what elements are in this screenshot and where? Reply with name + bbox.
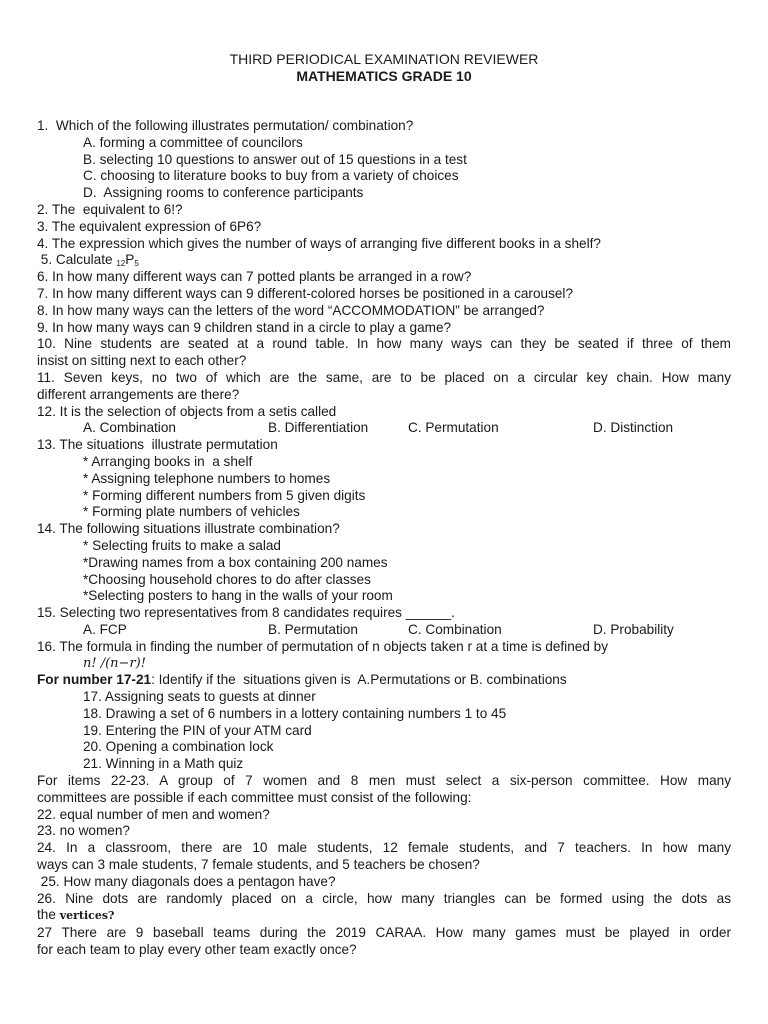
question-12-choices [37, 420, 731, 437]
question-1: 1. Which of the following illustrates permutation/ combination? [37, 118, 414, 133]
question-24-line-2: ways can 3 male students, 7 female students, and 5 teachers be chosen? [37, 857, 480, 873]
question-13-item: * Forming plate numbers of vehicles [83, 504, 300, 520]
question-13-item: * Forming different numbers from 5 given digits [83, 487, 366, 503]
question-list [37, 118, 731, 959]
question-15-choice-c: C. Combination [408, 621, 502, 637]
question-25: 25. How many diagonals does a pentagon have? [37, 873, 336, 889]
document-subtitle: MATHEMATICS GRADE 10 [296, 68, 472, 84]
question-2: 2. The equivalent to 6!? [37, 201, 183, 217]
question-10-line-1: 10. Nine students are seated at a round table. In how many ways can they be seated if three of them [37, 336, 731, 352]
section-17-21-text: : Identify if the situations given is A.Permutations or B. combinations [151, 672, 567, 688]
question-14-item: *Drawing names from a box containing 200 names [83, 554, 388, 570]
permutation-formula: n! /(n−r)! [83, 655, 146, 671]
question-15-choice-d: D. Probability [593, 621, 674, 637]
question-3: 3. The equivalent expression of 6P6? [37, 218, 262, 234]
question-14-item: * Selecting fruits to make a salad [83, 537, 281, 553]
question-17: 17. Assigning seats to guests at dinner [83, 689, 316, 705]
question-20: 20. Opening a combination lock [83, 739, 274, 755]
question-14: 14. The following situations illustrate combination? [37, 521, 340, 537]
question-1-option-c: C. choosing to literature books to buy from a variety of choices [83, 168, 459, 184]
question-27-line-2: for each team to play every other team exactly once? [37, 942, 357, 958]
question-19: 19. Entering the PIN of your ATM card [83, 722, 312, 738]
question-26-line-1: 26. Nine dots are randomly placed on a circle, how many triangles can be formed using the dots as [37, 890, 731, 906]
section-17-21-label: For number 17-21 [37, 672, 152, 688]
question-8: 8. In how many ways can the letters of the word “ACCOMMODATION” be arranged? [37, 302, 545, 318]
question-26-word: vertices? [59, 909, 115, 923]
question-13-item: * Arranging books in a shelf [83, 453, 253, 469]
section-22-23-line-2: committees are possible if each committee must consist of the following: [37, 789, 472, 805]
question-12-choice-d: D. Distinction [593, 420, 674, 436]
question-15-choice-b: B. Permutation [268, 621, 358, 637]
question-12-choice-b: B. Differentiation [268, 420, 369, 436]
question-1-option-b: B. selecting 10 questions to answer out of 15 questions in a test [83, 151, 467, 167]
question-22: 22. equal number of men and women? [37, 806, 270, 822]
section-17-21-instruction [37, 672, 731, 689]
question-9: 9. In how many ways can 9 children stand in a circle to play a game? [37, 319, 452, 335]
question-12: 12. It is the selection of objects from a setis called [37, 403, 337, 419]
question-24-line-1: 24. In a classroom, there are 10 male students, 12 female students, and 7 teachers. In how many [37, 840, 731, 856]
question-11-line-2: different arrangements are there? [37, 386, 240, 402]
question-16: 16. The formula in finding the number of permutation of n objects taken r at a time is defined by [37, 638, 609, 654]
question-11-line-1: 11. Seven keys, no two of which are the same, are to be placed on a circular key chain. How many [37, 369, 731, 385]
question-5-subscript-r: 5 [134, 259, 139, 269]
question-13-item: * Assigning telephone numbers to homes [83, 470, 331, 486]
document-title: THIRD PERIODICAL EXAMINATION REVIEWER [229, 51, 539, 67]
question-18: 18. Drawing a set of 6 numbers in a lottery containing numbers 1 to 45 [83, 705, 507, 721]
question-6: 6. In how many different ways can 7 potted plants be arranged in a row? [37, 269, 472, 285]
question-5-prefix: 5. Calculate [37, 252, 117, 268]
question-26-prefix: the [37, 907, 60, 923]
question-21: 21. Winning in a Math quiz [83, 756, 244, 772]
question-14-item: *Choosing household chores to do after classes [83, 571, 371, 587]
question-14-item: *Selecting posters to hang in the walls of your room [83, 588, 393, 604]
question-15: 15. Selecting two representatives from 8 candidates requires ______. [37, 605, 455, 621]
question-1-option-d: D. Assigning rooms to conference participants [83, 185, 364, 201]
question-26-line-2 [37, 907, 731, 925]
question-12-choice-a: A. Combination [83, 420, 176, 436]
question-5-subscript-n: 12 [116, 259, 126, 269]
question-7: 7. In how many different ways can 9 different-colored horses be positioned in a carousel? [37, 285, 574, 301]
question-4: 4. The expression which gives the number of ways of arranging five different books in a shelf? [37, 235, 601, 251]
question-27-line-1: 27 There are 9 baseball teams during the 2019 CARAA. How many games must be played in order [37, 925, 731, 941]
question-15-choices [37, 622, 731, 639]
section-22-23-line-1: For items 22-23. A group of 7 women and 8 men must select a six-person committee. How many [37, 773, 731, 789]
question-12-choice-c: C. Permutation [408, 420, 499, 436]
question-5-p: P [125, 252, 135, 268]
question-10-line-2: insist on sitting next to each other? [37, 353, 247, 369]
question-23: 23. no women? [37, 823, 130, 839]
question-1-option-a: A. forming a committee of councilors [83, 134, 303, 150]
question-13: 13. The situations illustrate permutation [37, 437, 278, 453]
question-15-choice-a: A. FCP [83, 621, 127, 637]
question-5 [37, 252, 731, 269]
